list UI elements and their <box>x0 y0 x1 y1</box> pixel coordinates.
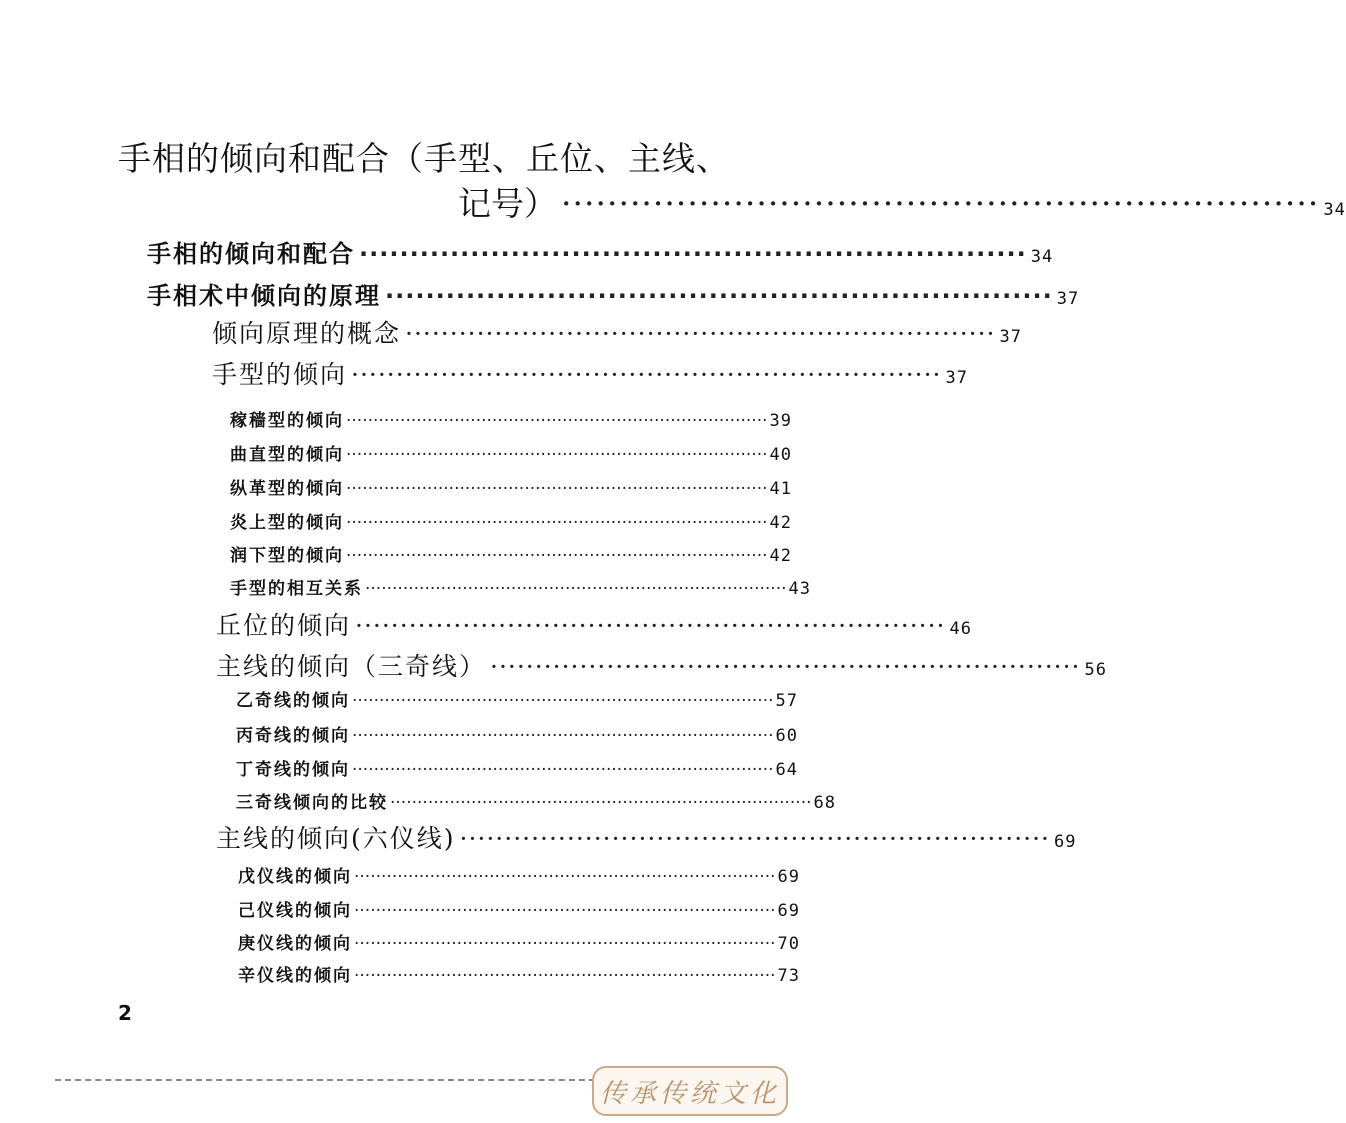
toc-entry[interactable] <box>230 541 792 566</box>
toc-entry-page: 37 <box>945 368 968 388</box>
toc-entry[interactable] <box>236 686 798 711</box>
dot-leader: ·············································································· <box>346 445 768 465</box>
toc-entry-title: 主线的倾向(六仪线) <box>216 824 456 853</box>
toc-entry-page: 46 <box>949 619 972 639</box>
toc-entry-title: 倾向原理的概念 <box>212 319 402 348</box>
toc-entry-page: 43 <box>788 579 811 599</box>
toc-entry[interactable] <box>147 234 1054 269</box>
toc-entry[interactable] <box>236 721 798 746</box>
dot-leader: ·············································································· <box>354 867 776 887</box>
toc-entry[interactable] <box>230 406 792 431</box>
toc-entry-title: 纵革型的倾向 <box>230 479 344 499</box>
toc-entry-title: 戊仪线的倾向 <box>238 867 352 887</box>
section-heading-line-1: 手相的倾向和配合（手型、丘位、主线、 <box>118 139 730 178</box>
toc-entry[interactable] <box>212 355 968 391</box>
toc-entry[interactable] <box>216 819 1077 855</box>
toc-entry[interactable] <box>230 574 811 599</box>
toc-entry-title: 庚仪线的倾向 <box>238 934 352 954</box>
dot-leader: ·············································································· <box>354 934 776 954</box>
toc-entry-page: 68 <box>813 793 836 813</box>
toc-entry-title: 辛仪线的倾向 <box>238 966 352 986</box>
toc-entry[interactable] <box>216 647 1107 683</box>
dot-leader: ·············································································· <box>346 411 768 431</box>
toc-entry[interactable] <box>236 755 798 780</box>
scan-edge-rule <box>55 1079 595 1081</box>
toc-entry[interactable] <box>147 276 1080 311</box>
toc-entry-page: 56 <box>1084 660 1107 680</box>
dot-leader: ·············································································· <box>346 479 768 499</box>
toc-entry-title: 主线的倾向（三奇线） <box>216 652 487 681</box>
toc-entry-page: 34 <box>1030 247 1054 267</box>
toc-entry[interactable] <box>230 474 792 499</box>
toc-entry-page: 41 <box>769 479 792 499</box>
toc-entry-title: 手相的倾向和配合 <box>147 240 355 268</box>
dot-leader: ·············································································· <box>354 901 776 921</box>
toc-entry-page: 37 <box>999 327 1022 347</box>
toc-entry-page: 37 <box>1056 289 1080 309</box>
dot-leader: ·································································· <box>405 319 996 348</box>
toc-entry-page: 69 <box>777 867 800 887</box>
toc-entry[interactable] <box>238 896 800 921</box>
toc-entry-title: 三奇线倾向的比较 <box>236 793 388 813</box>
dot-leader: ·············································································· <box>352 726 774 746</box>
toc-entry-title: 己仪线的倾向 <box>238 901 352 921</box>
dot-leader: ·············································································· <box>346 513 768 533</box>
toc-entry-page: 42 <box>769 546 792 566</box>
toc-entry-title: 手相术中倾向的原理 <box>147 282 381 310</box>
toc-entry-page: 42 <box>769 513 792 533</box>
dot-leader: ·············································································· <box>365 579 787 599</box>
section-heading-page: 34 <box>1323 200 1346 220</box>
toc-entry[interactable] <box>230 508 792 533</box>
dot-leader: ·············································································· <box>354 966 776 986</box>
toc-entry-page: 69 <box>777 901 800 921</box>
toc-entry-title: 手型的相互关系 <box>230 579 363 599</box>
toc-entry-title: 丘位的倾向 <box>216 611 352 640</box>
toc-entry[interactable] <box>238 929 800 954</box>
toc-entry-page: 40 <box>769 445 792 465</box>
toc-entry-title: 乙奇线的倾向 <box>236 691 350 711</box>
section-heading-line-2 <box>458 178 1346 225</box>
section-heading-text: 记号） <box>458 184 557 223</box>
page-number: 2 <box>118 1001 132 1025</box>
toc-entry[interactable] <box>238 961 800 986</box>
dot-leader: ·································································· <box>351 360 942 389</box>
toc-entry-title: 炎上型的倾向 <box>230 513 344 533</box>
watermark-seal: 传承传统文化 <box>592 1066 788 1116</box>
toc-entry-page: 70 <box>777 934 800 954</box>
dot-leader: ·································································· <box>459 824 1051 853</box>
toc-entry-title: 曲直型的倾向 <box>230 445 344 465</box>
dot-leader: ·································································· <box>385 282 1053 310</box>
toc-entry[interactable] <box>216 606 972 642</box>
dot-leader: ·································································· <box>561 184 1320 223</box>
toc-entry-title: 稼穑型的倾向 <box>230 411 344 431</box>
toc-entry-title: 手型的倾向 <box>212 360 348 389</box>
toc-entry[interactable] <box>230 440 792 465</box>
toc-entry-title: 丁奇线的倾向 <box>236 760 350 780</box>
toc-entry-page: 64 <box>775 760 798 780</box>
dot-leader: ·············································································· <box>390 793 812 813</box>
toc-entry-page: 57 <box>775 691 798 711</box>
toc-entry-page: 69 <box>1054 832 1077 852</box>
toc-entry-page: 60 <box>775 726 798 746</box>
toc-entry[interactable] <box>212 314 1022 350</box>
dot-leader: ·································································· <box>355 611 946 640</box>
dot-leader: ·································································· <box>490 652 1081 681</box>
dot-leader: ·············································································· <box>352 760 774 780</box>
toc-entry-page: 39 <box>769 411 792 431</box>
dot-leader: ·············································································· <box>346 546 768 566</box>
toc-entry[interactable] <box>238 862 800 887</box>
dot-leader: ·································································· <box>359 240 1027 268</box>
dot-leader: ·············································································· <box>352 691 774 711</box>
toc-entry-title: 丙奇线的倾向 <box>236 726 350 746</box>
toc-entry-page: 73 <box>777 966 800 986</box>
toc-entry-title: 润下型的倾向 <box>230 546 344 566</box>
toc-entry[interactable] <box>236 788 836 813</box>
